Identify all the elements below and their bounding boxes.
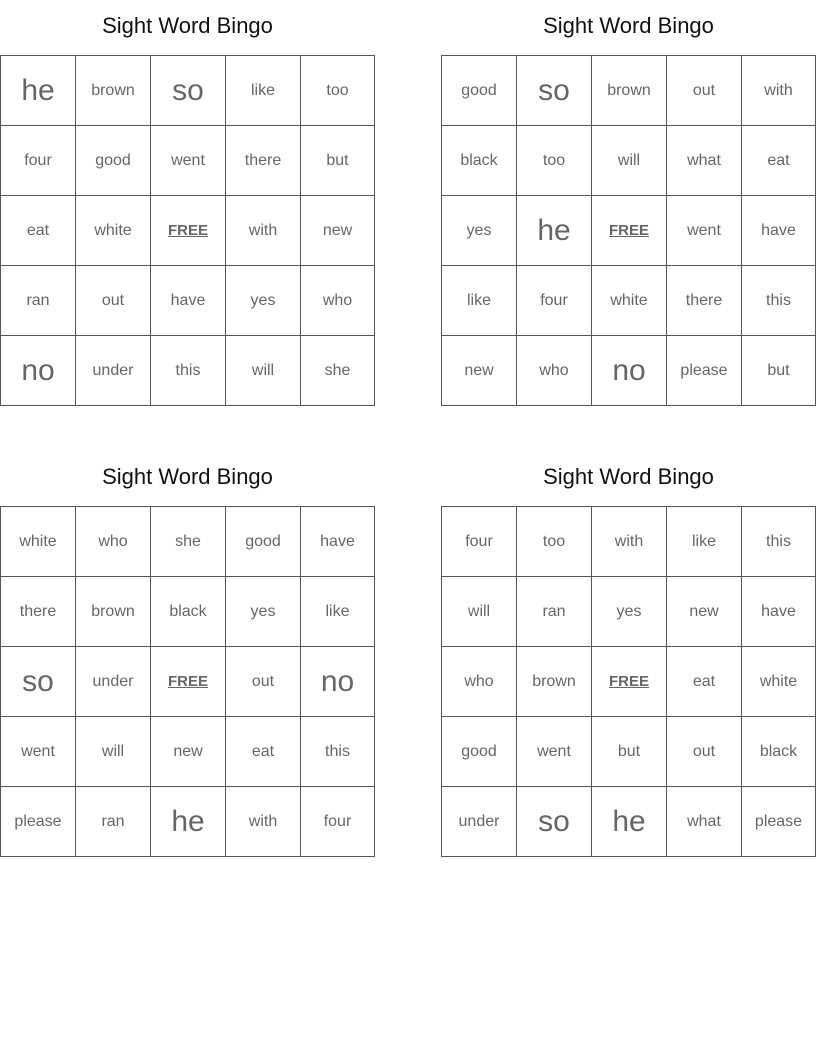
- bingo-word-cell: out: [667, 717, 742, 787]
- bingo-word-cell: four: [442, 507, 517, 577]
- bingo-word-cell: who: [442, 647, 517, 717]
- bingo-word-cell: so: [1, 647, 76, 717]
- bingo-word-cell: went: [667, 196, 742, 266]
- bingo-word-cell: like: [442, 266, 517, 336]
- bingo-word-cell: what: [667, 787, 742, 857]
- bingo-word-cell: this: [151, 336, 226, 406]
- bingo-word-cell: yes: [592, 577, 667, 647]
- bingo-word-cell: she: [301, 336, 375, 406]
- bingo-word-cell: with: [226, 787, 301, 857]
- bingo-word-cell: this: [301, 717, 375, 787]
- bingo-word-cell: so: [517, 56, 592, 126]
- bingo-word-cell: please: [742, 787, 816, 857]
- bingo-word-cell: with: [742, 56, 816, 126]
- bingo-word-cell: this: [742, 266, 816, 336]
- bingo-word-cell: new: [151, 717, 226, 787]
- bingo-word-cell: like: [301, 577, 375, 647]
- bingo-word-cell: no: [301, 647, 375, 717]
- bingo-word-cell: under: [442, 787, 517, 857]
- bingo-word-cell: out: [76, 266, 151, 336]
- bingo-word-cell: there: [667, 266, 742, 336]
- bingo-word-cell: yes: [226, 577, 301, 647]
- bingo-word-cell: under: [76, 336, 151, 406]
- bingo-word-cell: good: [226, 507, 301, 577]
- bingo-word-cell: good: [76, 126, 151, 196]
- free-space-cell: FREE: [151, 647, 226, 717]
- bingo-word-cell: will: [442, 577, 517, 647]
- bingo-word-cell: too: [517, 507, 592, 577]
- bingo-word-cell: ran: [1, 266, 76, 336]
- bingo-word-cell: eat: [1, 196, 76, 266]
- bingo-word-cell: under: [76, 647, 151, 717]
- bingo-word-cell: will: [592, 126, 667, 196]
- bingo-word-cell: eat: [667, 647, 742, 717]
- bingo-word-cell: too: [301, 56, 375, 126]
- bingo-word-cell: white: [742, 647, 816, 717]
- bingo-word-cell: black: [742, 717, 816, 787]
- bingo-grid: [0, 55, 375, 406]
- bingo-word-cell: brown: [76, 56, 151, 126]
- bingo-word-cell: brown: [76, 577, 151, 647]
- bingo-grid: [0, 506, 375, 857]
- bingo-word-cell: so: [517, 787, 592, 857]
- bingo-word-cell: brown: [517, 647, 592, 717]
- bingo-word-cell: no: [1, 336, 76, 406]
- bingo-word-cell: this: [742, 507, 816, 577]
- bingo-word-cell: white: [592, 266, 667, 336]
- bingo-word-cell: will: [76, 717, 151, 787]
- bingo-word-cell: black: [151, 577, 226, 647]
- bingo-word-cell: will: [226, 336, 301, 406]
- bingo-word-cell: eat: [742, 126, 816, 196]
- free-space-cell: FREE: [151, 196, 226, 266]
- bingo-word-cell: he: [592, 787, 667, 857]
- bingo-word-cell: brown: [592, 56, 667, 126]
- bingo-word-cell: good: [442, 717, 517, 787]
- bingo-grid: [441, 55, 816, 406]
- bingo-word-cell: with: [226, 196, 301, 266]
- bingo-word-cell: with: [592, 507, 667, 577]
- bingo-word-cell: four: [517, 266, 592, 336]
- card-title: Sight Word Bingo: [102, 13, 273, 38]
- bingo-word-cell: white: [1, 507, 76, 577]
- bingo-word-cell: he: [517, 196, 592, 266]
- bingo-word-cell: yes: [226, 266, 301, 336]
- bingo-word-cell: new: [442, 336, 517, 406]
- bingo-word-cell: have: [742, 577, 816, 647]
- bingo-word-cell: four: [301, 787, 375, 857]
- card-title: Sight Word Bingo: [102, 464, 273, 489]
- free-space-cell: FREE: [592, 196, 667, 266]
- bingo-word-cell: out: [226, 647, 301, 717]
- bingo-word-cell: have: [742, 196, 816, 266]
- bingo-word-cell: so: [151, 56, 226, 126]
- bingo-word-cell: eat: [226, 717, 301, 787]
- bingo-word-cell: good: [442, 56, 517, 126]
- bingo-word-cell: white: [76, 196, 151, 266]
- bingo-word-cell: went: [151, 126, 226, 196]
- bingo-word-cell: he: [151, 787, 226, 857]
- bingo-word-cell: who: [517, 336, 592, 406]
- bingo-word-cell: ran: [76, 787, 151, 857]
- bingo-word-cell: went: [1, 717, 76, 787]
- bingo-word-cell: new: [667, 577, 742, 647]
- bingo-word-cell: no: [592, 336, 667, 406]
- bingo-word-cell: what: [667, 126, 742, 196]
- bingo-word-cell: have: [151, 266, 226, 336]
- bingo-word-cell: he: [1, 56, 76, 126]
- bingo-word-cell: out: [667, 56, 742, 126]
- bingo-word-cell: please: [667, 336, 742, 406]
- bingo-word-cell: too: [517, 126, 592, 196]
- bingo-word-cell: please: [1, 787, 76, 857]
- bingo-word-cell: but: [301, 126, 375, 196]
- bingo-word-cell: she: [151, 507, 226, 577]
- bingo-word-cell: but: [742, 336, 816, 406]
- bingo-word-cell: who: [76, 507, 151, 577]
- bingo-word-cell: but: [592, 717, 667, 787]
- bingo-word-cell: four: [1, 126, 76, 196]
- bingo-word-cell: there: [1, 577, 76, 647]
- bingo-grid: [441, 506, 816, 857]
- bingo-word-cell: like: [667, 507, 742, 577]
- card-title: Sight Word Bingo: [543, 13, 714, 38]
- bingo-word-cell: who: [301, 266, 375, 336]
- bingo-word-cell: new: [301, 196, 375, 266]
- bingo-word-cell: have: [301, 507, 375, 577]
- bingo-word-cell: yes: [442, 196, 517, 266]
- bingo-word-cell: ran: [517, 577, 592, 647]
- bingo-word-cell: went: [517, 717, 592, 787]
- bingo-word-cell: like: [226, 56, 301, 126]
- bingo-word-cell: black: [442, 126, 517, 196]
- card-title: Sight Word Bingo: [543, 464, 714, 489]
- bingo-word-cell: there: [226, 126, 301, 196]
- free-space-cell: FREE: [592, 647, 667, 717]
